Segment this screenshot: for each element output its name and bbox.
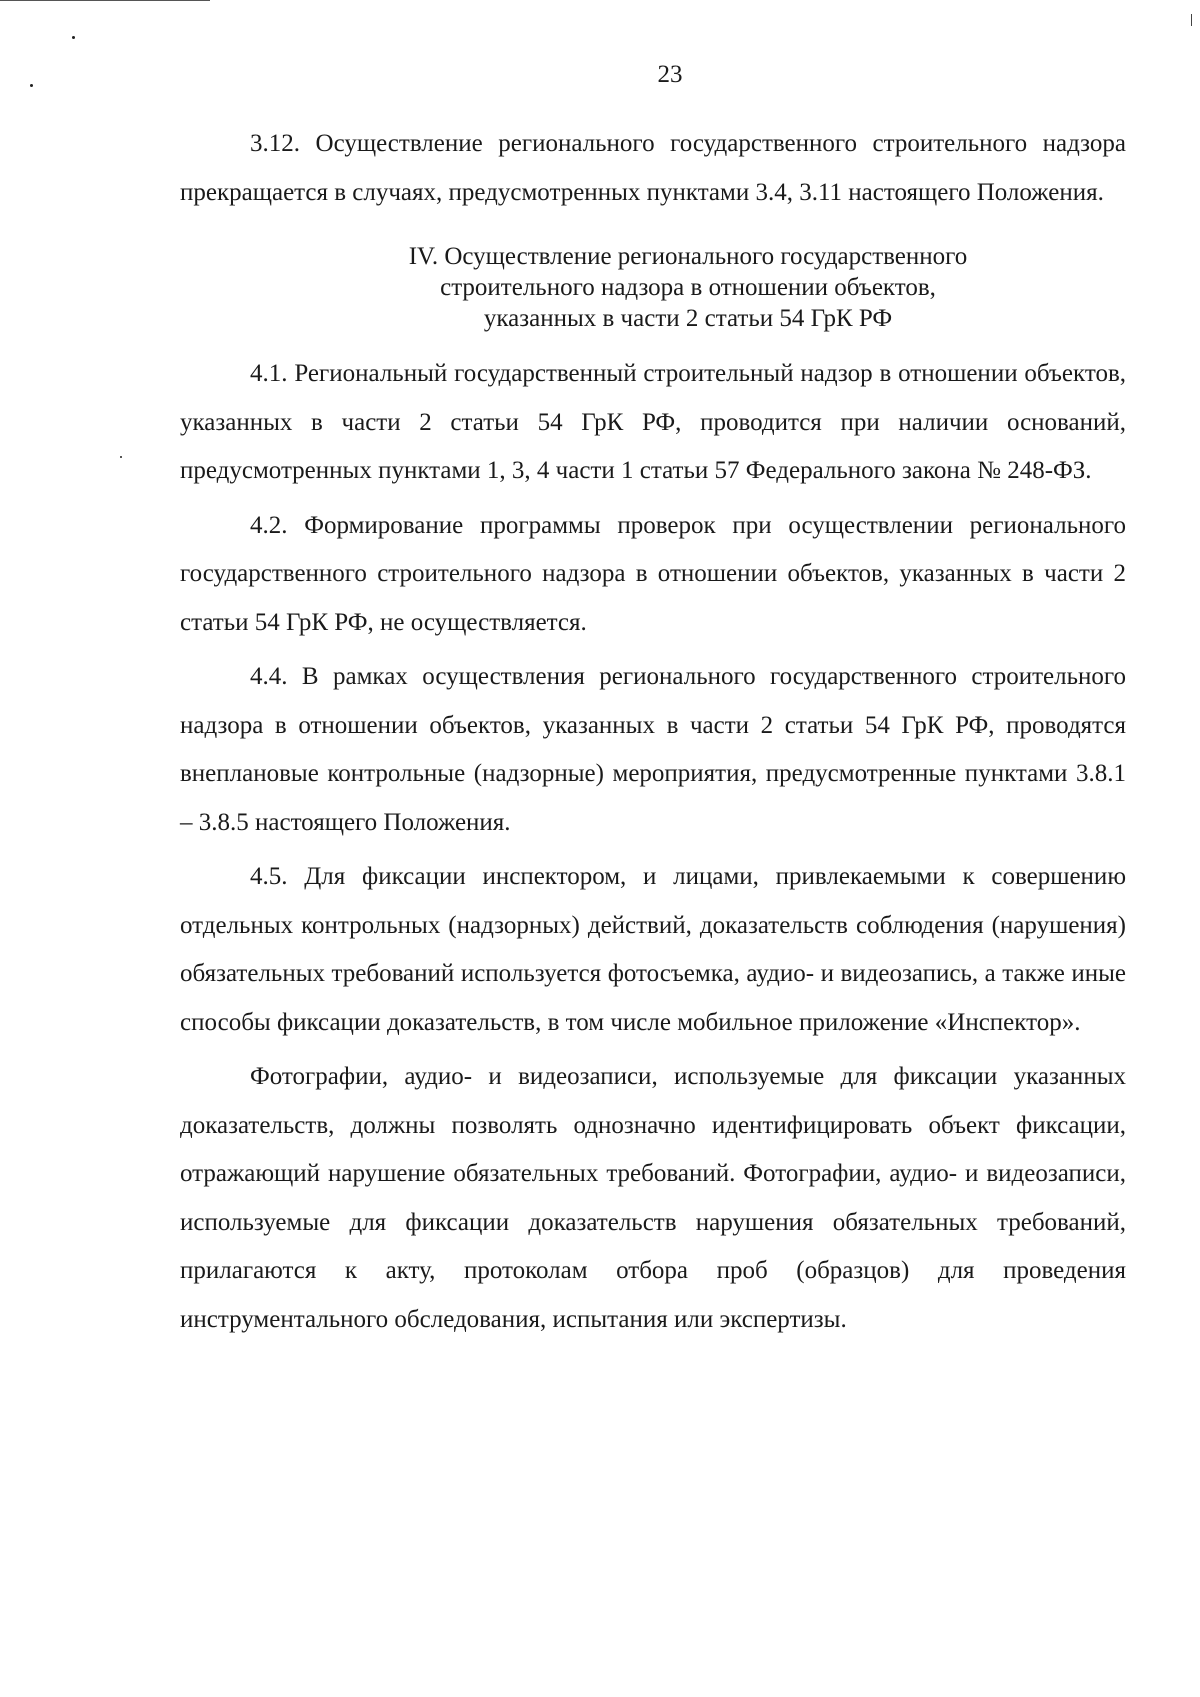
document-body [180, 120, 1126, 1344]
section-heading-line: строительного надзора в отношении объектов, [440, 274, 936, 301]
page-number: 23 [657, 61, 683, 88]
paragraph-3-12: 3.12. Осуществление регионального государственного строительного надзора прекращается в случаях, предусмотренных пунктами 3.4, 3.11 настоящего Положения. [180, 130, 1126, 206]
scan-speck [72, 36, 75, 39]
paragraph-4-2: 4.2. Формирование программы проверок при осуществлении регионального государственного строительного надзора в отношении объектов, указанных в части 2 статьи 54 ГрК РФ, не осуществляется. [180, 511, 1126, 636]
scan-speck [120, 456, 122, 458]
paragraph-4-4: 4.4. В рамках осуществления регионального государственного строительного надзора в отношении объектов, указанных в части 2 статьи 54 ГрК РФ, проводятся внеплановые контрольные (надзорные) мероприятия, предусмотренные пунктами 3.8.1 – 3.8.5 настоящего Положения. [180, 663, 1126, 836]
paragraph-4-5: 4.5. Для фиксации инспектором, и лицами, привлекаемыми к совершению отдельных контрольных (надзорных) действий, доказательств соблюдения (нарушения) обязательных требований используется фотосъемка, аудио- и видеозапись, а также иные способы фиксации доказательств, в том числе мобильное приложение «Инспектор». [180, 863, 1126, 1036]
paragraph-4-5-continued: Фотографии, аудио- и видеозаписи, используемые для фиксации указанных доказательств, должны позволять однозначно идентифицировать объект фиксации, отражающий нарушение обязательных требований. Фотографии, аудио- и видеозаписи, используемые для фиксации доказательств нарушения обязательных требований, прилагаются к акту, протоколам отбора проб (образцов) для проведения инструментального обследования, испытания или экспертизы. [180, 1063, 1126, 1333]
section-heading-line: IV. Осуществление регионального государственного [408, 243, 968, 270]
section-heading [180, 241, 1126, 334]
scan-mark [1191, 14, 1192, 26]
paragraph-4-1: 4.1. Региональный государственный строительный надзор в отношении объектов, указанных в части 2 статьи 54 ГрК РФ, проводится при наличии оснований, предусмотренных пунктами 1, 3, 4 части 1 статьи 57 Федерального закона № 248-ФЗ. [180, 360, 1126, 484]
scan-edge-line [0, 0, 210, 1]
section-heading-line: указанных в части 2 статьи 54 ГрК РФ [483, 305, 893, 332]
